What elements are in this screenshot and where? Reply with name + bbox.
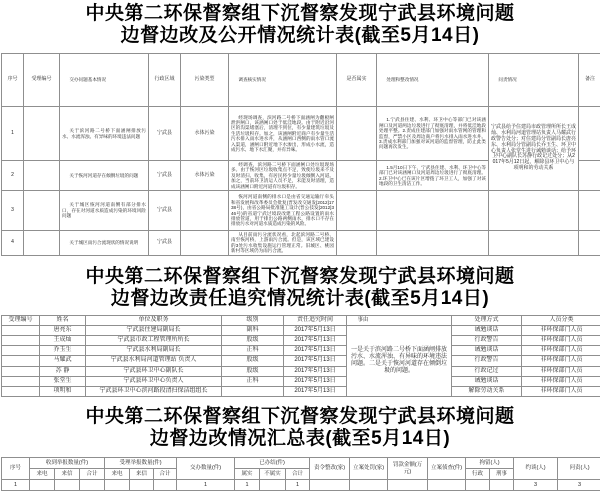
cell: 宁武县水利局副局长 — [86, 346, 222, 356]
cell: 非环保部门人员 — [522, 325, 600, 335]
cell — [80, 480, 105, 491]
cell: 宁武县 — [149, 231, 181, 256]
cell: 宁武县环卫中心负责人 — [86, 376, 222, 386]
table2-title-line1: 中央第二环保督察组下沉督察发现宁武县环境问题 — [0, 266, 600, 288]
header-cell: 单位及职务 — [86, 315, 222, 325]
cell: 4 — [2, 231, 24, 256]
cell: 王成灿 — [40, 336, 86, 346]
table-header-row — [2, 54, 600, 107]
header-cell: 约谈(人) — [514, 458, 558, 480]
header-cell: 备注 — [579, 54, 600, 107]
cell: 来信 — [130, 469, 154, 480]
cell — [490, 480, 514, 491]
cell — [24, 161, 60, 191]
header-cell: 责令整改(家) — [310, 458, 350, 480]
cell: 马耀武 — [40, 356, 86, 366]
cell — [222, 386, 284, 396]
table1-title — [0, 3, 600, 47]
cell: 唐亮东 — [40, 325, 86, 335]
cell — [2, 325, 40, 335]
cell: 水体污染 — [181, 107, 229, 161]
cell — [377, 191, 489, 231]
cell: 来电 — [105, 469, 130, 480]
table1-title-line2: 边督边改及公开情况统计表(截至5月14日) — [0, 25, 600, 47]
cell: 副科 — [222, 325, 284, 335]
cell: 1 — [177, 480, 235, 491]
cell: 诫勉谈话 — [452, 346, 522, 356]
cell: 宁武县住建局副局长 — [86, 325, 222, 335]
header-cell: 序号 — [2, 54, 24, 107]
header-cell: 调查核实情况 — [229, 54, 337, 107]
cell: 经调查，滨河路二号桥下面涵闸口处垃圾现场多。由于恢河区垃圾收集点不足，致使垃圾来不及及时清扫、收集，有居民将少量垃圾倾倒入河道。加之，当前环卫清运人员不足，未能及时清理，造成该涵闸口附近河道有垃圾积存。 — [229, 161, 337, 191]
cell: 股级 — [222, 366, 284, 376]
cell: 张堂生 — [40, 376, 86, 386]
cell: 1 — [2, 107, 24, 161]
cell: 关于恢河河道存在倾倒垃圾的问题 — [60, 161, 149, 191]
cell — [579, 161, 600, 191]
header-cell: 立案处罚(家) — [350, 458, 388, 480]
cell — [55, 480, 80, 491]
cell: 宁武县给予住建局市政管理所所长王成灿、水利局河道管理站负责人马耀武行政警告处分；对住建局分管副局长唐亮东、水利局分管副局长乔玉生、环卫中心负责人张堂生进行诫勉谈话；给予环卫中心副队长苏静行政记过处分；从2017年5月12日起，解除县环卫中心与项明和的劳动关系 — [489, 107, 579, 191]
cell: 3 — [558, 480, 600, 491]
cell — [260, 480, 286, 491]
cell: 宁武县 — [149, 191, 181, 231]
cell: 一是关于滨河路二号桥下面涵闸排放污水、水流浑浊、有异味的环境违法问题。二是关于恢河河道存在倾倒垃圾的问题。 — [347, 325, 452, 396]
header-cell: 事由 — [347, 315, 452, 325]
accountability-statistics-table — [1, 315, 600, 398]
cell: 3 — [514, 480, 558, 491]
cell: 2 — [2, 161, 24, 191]
header-cell: 行政区域 — [149, 54, 181, 107]
table-row — [2, 469, 600, 480]
cell: 行政警告 — [452, 336, 522, 346]
cell: 关于城区雨污合流现状的情况说明 — [60, 231, 149, 256]
table-row — [2, 191, 600, 231]
cell — [105, 480, 130, 491]
cell — [337, 191, 377, 231]
cell: 项明和 — [40, 386, 86, 396]
header-cell: 拘留(人) — [466, 458, 514, 469]
header-cell: 立案侦查(件) — [428, 458, 466, 480]
cell: 诫勉谈话 — [452, 325, 522, 335]
cell: 诫勉谈话 — [452, 376, 522, 386]
table-header-row — [2, 315, 600, 325]
cell: 不属实 — [260, 469, 286, 480]
cell: 合计 — [80, 469, 105, 480]
header-cell: 交办问题基本情况 — [60, 54, 149, 107]
cell: 1.5月10日下午，宁武县住建、水利、环卫中心等部门已对该涵闸口及河道周边垃圾进行了彻底清理。2.环卫中心已在该片区增拨了环卫工人，加强了对该地段的卫生清洁工作。 — [377, 161, 489, 191]
cell: 合计 — [154, 469, 177, 480]
cell — [130, 480, 154, 491]
cell: 经现场调查，滨河路二号桥下面涵闸为翻板闸泄洪闸口，该涵闸口处于低洼地段。由于附近沿河区的沟渠堵塞后，清理不到位，有少量建筑垃圾及生活垃圾积存。加之，该涵闸附近商户有少量生活污水排入雨水进水井，从涵闸口西侧的雨水管口流入渠道，涵闸口附近地下水渗出，形成小水流，造成污水、地下水汇聚，并有异味。 — [229, 107, 337, 161]
header-cell: 已办结(件) — [235, 458, 310, 469]
cell: 2017年5月13日 — [284, 366, 347, 376]
header-cell: 人员分类 — [522, 315, 600, 325]
cell: 2017年5月13日 — [284, 376, 347, 386]
cell: 宁武县市政工程管理所所长 — [86, 336, 222, 346]
cell: 2017年5月13日 — [284, 336, 347, 346]
cell — [428, 480, 466, 491]
table1-title-line1: 中央第二环保督察组下沉督察发现宁武县环境问题 — [0, 3, 600, 25]
header-cell: 受理举报数量(件) — [105, 458, 177, 469]
table-row — [2, 107, 600, 161]
cell: 正科 — [222, 346, 284, 356]
cell: 关于滨河路二号桥下面涵闸排放污水、水流浑浊、有异味的环境违法问题 — [60, 107, 149, 161]
cell — [181, 231, 229, 256]
header-cell: 交办数量(件) — [177, 458, 235, 480]
cell: 1 — [286, 480, 310, 491]
header-cell: 污染类型 — [181, 54, 229, 107]
cell: 非环保部门人员 — [522, 366, 600, 376]
cell: 乔玉生 — [40, 346, 86, 356]
header-cell: 姓名 — [40, 315, 86, 325]
cell — [466, 480, 490, 491]
header-cell: 问责情况 — [489, 54, 579, 107]
cell — [579, 107, 600, 161]
cell — [2, 336, 40, 346]
cell: 3 — [2, 191, 24, 231]
cell: 非环保部门人员 — [522, 356, 600, 366]
header-cell: 是否属实 — [337, 54, 377, 107]
cell: 关于城区恢河河道南侧有部分排水口，存在对河道水质造成污染的环境风险问题 — [60, 191, 149, 231]
header-cell: 罚款金额(万元) — [388, 458, 428, 480]
table-row — [2, 356, 600, 366]
cell — [377, 231, 489, 256]
table-row — [2, 366, 600, 376]
cell — [181, 191, 229, 231]
cell: 宁武县 — [149, 161, 181, 191]
public-disclosure-statistics-table — [1, 53, 600, 256]
header-cell: 收到举报数量(件) — [30, 458, 105, 469]
table-row — [2, 325, 600, 335]
table-row — [2, 386, 600, 396]
cell — [2, 376, 40, 386]
cell: 1 — [2, 480, 30, 491]
cell: 宁武县 — [149, 107, 181, 161]
cell — [24, 191, 60, 231]
cell: 非环保部门人员 — [522, 376, 600, 386]
table3-title-line1: 中央第二环保督察组下沉督察发现宁武县环境问题 — [0, 406, 600, 428]
cell — [2, 356, 40, 366]
cell — [337, 231, 377, 256]
cell: 苏 静 — [40, 366, 86, 376]
cell: 2017年5月13日 — [284, 386, 347, 396]
cell — [24, 107, 60, 161]
cell — [388, 480, 428, 491]
cell: 宁武县环卫中心滨河路段清扫保洁组组长 — [86, 386, 222, 396]
header-cell: 问责(人) — [558, 458, 600, 480]
cell: 股级 — [222, 336, 284, 346]
table3-title — [0, 406, 600, 450]
cell: 来电 — [30, 469, 55, 480]
table3-title-line2: 边督边改情况汇总表(截至5月14日) — [0, 428, 600, 450]
cell: 2017年5月13日 — [284, 356, 347, 366]
cell — [337, 161, 377, 191]
cell — [154, 480, 177, 491]
document-page — [0, 3, 600, 478]
cell: 行政记过 — [452, 366, 522, 376]
header-cell: 级别 — [222, 315, 284, 325]
cell: 刑事 — [490, 469, 514, 480]
cell — [579, 231, 600, 256]
cell: 宁武县环卫中心副队长 — [86, 366, 222, 376]
cell: 来信 — [55, 469, 80, 480]
cell — [579, 191, 600, 231]
cell — [310, 480, 350, 491]
cell: 正科 — [222, 376, 284, 386]
cell: 合计 — [286, 469, 310, 480]
cell: 行政警告 — [452, 356, 522, 366]
header-cell: 受理编号 — [24, 54, 60, 107]
table2-title-line2: 边督边改责任追究情况统计表(截至5月14日) — [0, 288, 600, 310]
table-row — [2, 346, 600, 356]
cell: 解除劳动关系 — [452, 386, 522, 396]
cell: 股级 — [222, 356, 284, 366]
cell: 非环保部门人员 — [522, 346, 600, 356]
cell: 非环保部门人员 — [522, 336, 600, 346]
cell — [489, 191, 579, 231]
header-cell: 处理和整改情况 — [377, 54, 489, 107]
cell: 恢河河道南侧的排水口是由省交通运输厅牵头和省发展和改革委员会批复(晋发改交通发[2012]1738号)，由省公路局批准施工设计(晋公技发[2012]346号)的省道宁武过境段改建工程公路设置的雨水排放管道，用于排出公路两侧雨水，排水口不存在排放污水对河道水质造成污染的风险。 — [229, 191, 337, 231]
cell — [337, 107, 377, 161]
cell: 行政 — [466, 469, 490, 480]
cell — [30, 480, 55, 491]
header-cell: 处理方式 — [452, 315, 522, 325]
cell: 非环保部门人员 — [522, 386, 600, 396]
table-row — [2, 231, 600, 256]
table-row — [2, 336, 600, 346]
cell — [2, 346, 40, 356]
cell: 1.宁武县住建、水利、环卫中心等部门已对该涵闸口及河道两边垃圾进行了彻底清理，并将低洼地段处理平整。2.责成住建部门加强对雨水管网的管理和监督，严禁小区及周边商户将污水排入雨水进水井。3.责成水利部门加强对该河道的监督管理，防止此类问题再次发生。 — [377, 107, 489, 161]
table-row — [2, 480, 600, 491]
cell — [489, 231, 579, 256]
header-cell: 序号 — [2, 458, 30, 480]
cell: 2017年5月13日 — [284, 346, 347, 356]
table-header-row — [2, 458, 600, 469]
cell: 从目前雨污分流状况看，北起滨河路二号桥、南至恢河桥，上游雨污合流。但是，该区域已建设的3处污水收集设施运行管理正常。旧城区、桃园新村等区域仍为雨污合流。 — [229, 231, 337, 256]
header-cell: 责任追究时间 — [284, 315, 347, 325]
cell — [350, 480, 388, 491]
header-cell: 受理编号 — [2, 315, 40, 325]
cell — [2, 386, 40, 396]
cell: 2017年5月13日 — [284, 325, 347, 335]
cell — [24, 231, 60, 256]
cell — [2, 366, 40, 376]
table2-title — [0, 266, 600, 310]
cell: 水体污染 — [181, 161, 229, 191]
summary-statistics-table — [1, 457, 600, 491]
table-row — [2, 376, 600, 386]
cell: 1 — [235, 480, 260, 491]
cell: 属实 — [235, 469, 260, 480]
cell: 宁武县水利局河道管理站 负责人 — [86, 356, 222, 366]
